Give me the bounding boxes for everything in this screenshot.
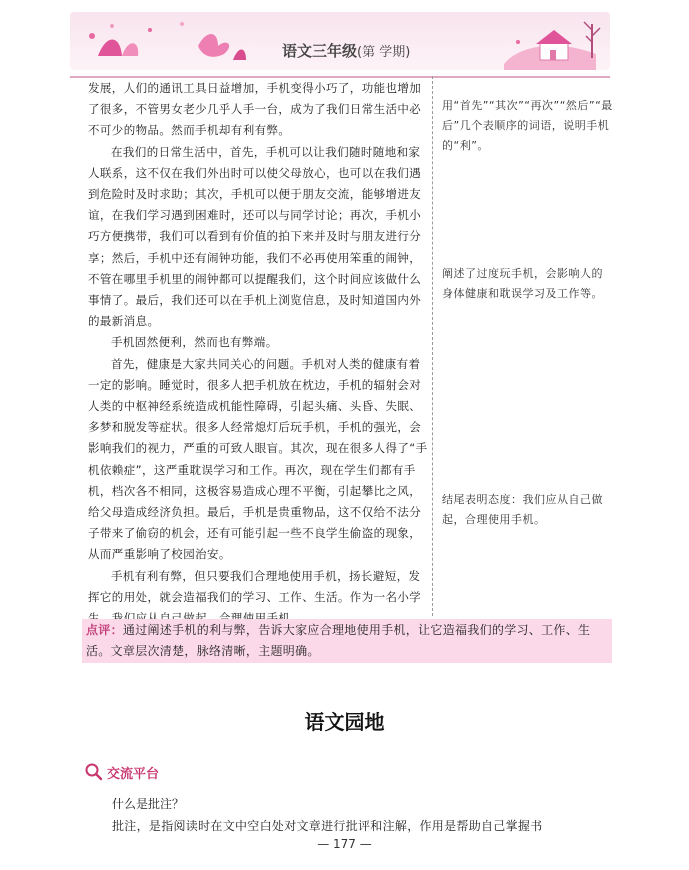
- margin-note: 用“首先”“其次”“再次”“然后”“最后”几个表顺序的词语，说明手机的“利”。: [442, 99, 613, 152]
- question-text: 什么是批注？: [112, 797, 185, 811]
- header-title: [282, 40, 410, 61]
- essay-paragraph: 发展，人们的通讯工具日益增加，手机变得小巧了，功能也增加了很多，不管男女老少几乎人手一台，成为了我们日常生活中必不可少的物品。然而手机却有利有弊。: [88, 81, 422, 138]
- review-text: 通过阐述手机的利与弊，告诉大家应合理地使用手机，让它造福我们的学习、工作、生活。文章层次清楚，脉络清晰，主题明确。: [86, 623, 591, 658]
- body-text: 批注，是指阅读时在文中空白处对文章进行批评和注解，作用是帮助自己掌握书: [112, 819, 543, 833]
- butterfly-flower-decoration: [78, 16, 248, 70]
- essay-paragraph: 首先，健康是大家共同关心的问题。手机对人类的健康有着一定的影响。睡觉时，很多人把手机放在枕边，手机的辐射会对人类的中枢神经系统造成机能性障碍，引起头痛、头昏、失眠、多梦和脱发等症状。很多人经常熄灯后玩手机，手机的强光，会影响我们的视力，严重的可致人眼盲。其次，现在很多人得了“手机依赖症”，这严重耽误学习和工作。再次，现在学生们都有手机，档次各不相同，这极容易造成心理不平衡，引起攀比之风，给父母造成经济负担。最后，手机是贵重物品，这不仅给不法分子带来了偷窃的机会，还有可能引起一些不良学生偷盗的现象，从而严重影响了校园治安。: [88, 356, 428, 562]
- page-number: — 177 —: [317, 837, 372, 851]
- magnifier-icon: [84, 762, 104, 782]
- essay-body: [88, 78, 428, 629]
- essay-paragraph: 手机有利有弊，但只要我们合理地使用手机，扬长避短，发挥它的用处，就会造福我们的学习、工作、生活。作为一名小学: [88, 568, 422, 604]
- margin-divider: [432, 76, 433, 616]
- grade-title: 语文三年级: [282, 42, 358, 60]
- review-label: 点评：: [86, 623, 123, 637]
- essay-paragraph: 在我们的日常生活中，首先，手机可以让我们随时随地和家人联系，这不仅在我们外出时可以使父母放心，也可以在我们遇到危险时及时求助；其次，手机可以便于朋友交流，能够增进友谊，在我们学习遇到困难时，还可以与同学讨论；再次，手机小巧方便携带，我们可以看到有价值的拍下来并及时与朋友进行分享；然后，手机中还有闹钟功能，我们不必再使用笨重的闹钟，不管在哪里手机里的闹钟都可以提醒我们，这个时间应该做什么事情了。最后，我们还可以在手机上浏览信息，及时知道国内外的最新消息。: [88, 144, 422, 329]
- exchange-platform-heading: [84, 762, 159, 782]
- exchange-platform-label: 交流平台: [107, 766, 160, 782]
- essay-paragraph: 手机固然便利，然而也有弊端。: [111, 335, 278, 350]
- margin-note: 结尾表明态度：我们应从自己做起，合理使用手机。: [442, 493, 603, 526]
- house-tree-decoration: [500, 14, 610, 70]
- page-header: [70, 12, 610, 70]
- review-box: [82, 619, 612, 663]
- section-title: 语文园地: [304, 710, 385, 734]
- margin-note: 阐述了过度玩手机，会影响人的身体健康和耽误学习及工作等。: [442, 267, 603, 300]
- term-label: (第 学期): [357, 45, 411, 60]
